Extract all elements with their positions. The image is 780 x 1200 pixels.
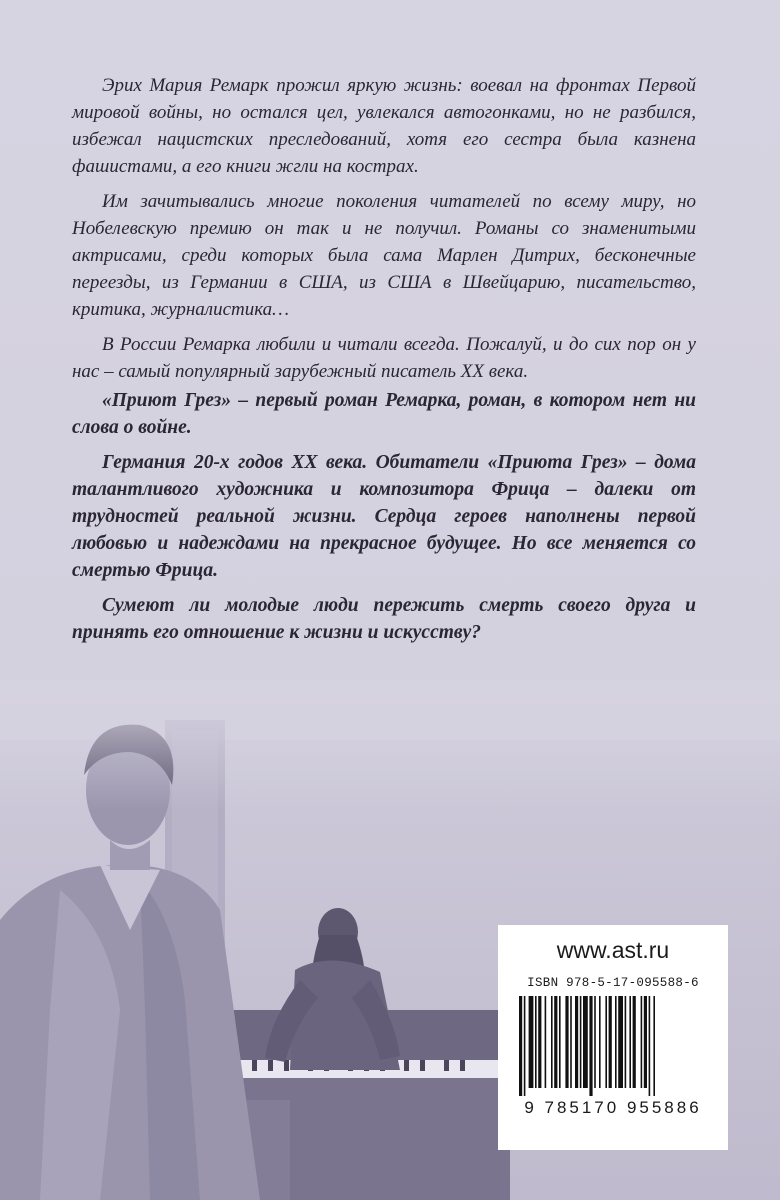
bio-paragraph-2: Им зачитывались многие поколения читателей по всему миру, но Нобелевскую премию он так и не получил. Романы со знаменитыми актрисами, среди которых была сама Марлен Дитрих, бесконечные переезды, из Германии в США, из США в Швейцарию, писательство, критика, журналистика… [72, 191, 696, 320]
book-blurb [72, 387, 696, 654]
barcode-icon [515, 996, 711, 1096]
isbn-number: ISBN 978-5-17-095588-6 [527, 976, 699, 990]
isbn-barcode-panel [498, 925, 728, 1150]
bio-paragraph-3: В России Ремарка любили и читали всегда. Пожалуй, и до сих пор он у нас – самый популярный зарубежный писатель XX века. [72, 334, 696, 382]
blurb-paragraph-1: «Приют Грез» – первый роман Ремарка, роман, в котором нет ни слова о войне. [72, 390, 696, 438]
barcode-digits: 9 785170 955886 [524, 1098, 702, 1117]
author-bio [72, 72, 696, 393]
blurb-paragraph-3: Сумеют ли молодые люди пережить смерть своего друга и принять его отношение к жизни и искусству? [72, 595, 696, 643]
bio-paragraph-1: Эрих Мария Ремарк прожил яркую жизнь: воевал на фронтах Первой мировой войны, но остался цел, увлекался автогонками, но не разбился, избежал нацистских преследований, хотя его сестра была казнена фашистами, а его книги жгли на кострах. [72, 75, 696, 177]
blurb-paragraph-2: Германия 20-х годов XX века. Обитатели «Приюта Грез» – дома талантливого художника и композитора Фрица – далеки от трудностей реальной жизни. Сердца героев наполнены первой любовью и надеждами на прекрасное будущее. Но все меняется со смертью Фрица. [72, 452, 696, 581]
publisher-website: www.ast.ru [556, 937, 670, 963]
